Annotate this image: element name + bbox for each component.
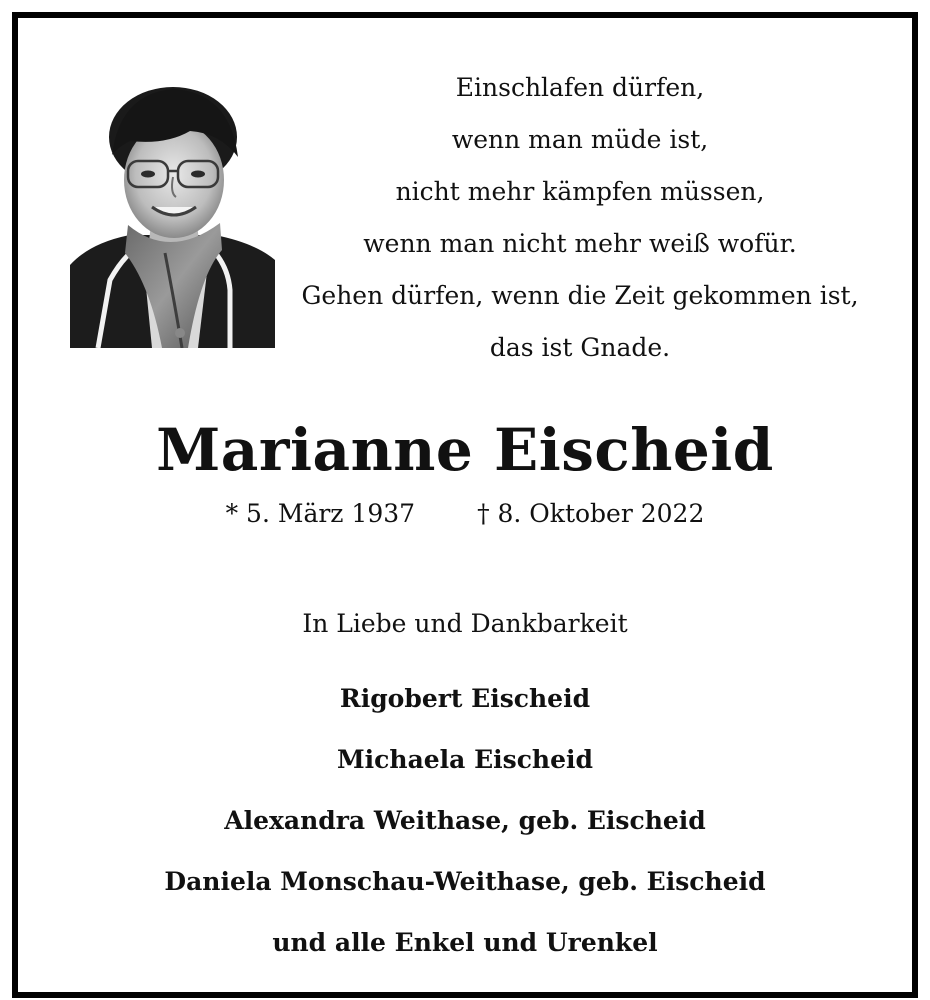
poem-line: Einschlafen dürfen,	[455, 73, 705, 102]
poem-line: das ist Gnade.	[489, 333, 671, 362]
mourner-name: Alexandra Weithase, geb. Eischeid	[224, 806, 706, 835]
mourner-name: Michaela Eischeid	[337, 745, 593, 774]
poem-line: wenn man müde ist,	[451, 125, 709, 154]
mourner-name: und alle Enkel und Urenkel	[272, 928, 658, 957]
death-date: † 8. Oktober 2022	[477, 499, 705, 528]
portrait-photo	[70, 75, 275, 348]
poem	[280, 62, 880, 374]
mourners-list	[18, 668, 912, 973]
poem-line: nicht mehr kämpfen müssen,	[395, 177, 765, 206]
mourning-line: In Liebe und Dankbarkeit	[302, 609, 628, 638]
poem-line: Gehen dürfen, wenn die Zeit gekommen ist,	[301, 281, 859, 310]
mourner-name: Rigobert Eischeid	[339, 684, 591, 713]
deceased-name: Marianne Eischeid	[156, 416, 774, 484]
life-dates	[18, 496, 912, 532]
obituary-notice	[12, 12, 918, 998]
mourner-name: Daniela Monschau-Weithase, geb. Eischeid	[164, 867, 766, 896]
poem-line: wenn man nicht mehr weiß wofür.	[363, 229, 797, 258]
birth-date: * 5. März 1937	[225, 499, 416, 528]
